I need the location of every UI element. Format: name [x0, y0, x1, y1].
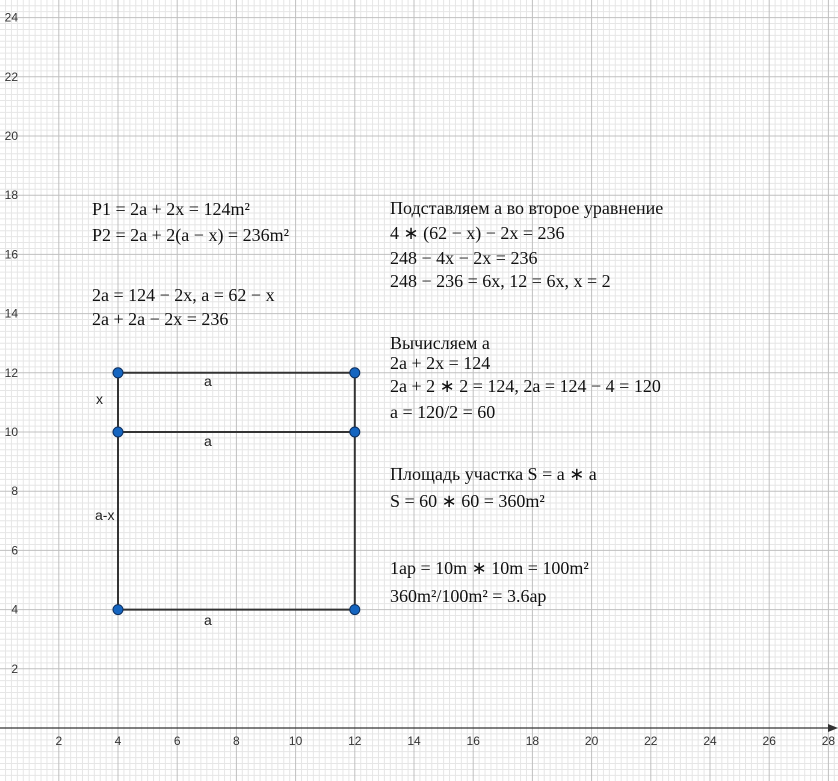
point-D[interactable] [350, 427, 360, 437]
x-axis-arrow-icon [828, 724, 838, 732]
note-p1[interactable]: P1 = 2a + 2x = 124m² [92, 199, 250, 219]
x-tick-label: 22 [644, 734, 658, 748]
note-sub3[interactable]: 248 − 236 = 6x, 12 = 6x, x = 2 [390, 271, 611, 291]
x-tick-label: 16 [466, 734, 480, 748]
x-tick-label: 26 [762, 734, 776, 748]
y-tick-label: 10 [4, 425, 18, 439]
note-sub-title[interactable]: Подставляем a во второе уравнение [390, 198, 664, 218]
y-tick-label: 18 [4, 188, 18, 203]
x-tick-label: 20 [584, 734, 599, 748]
y-tick-label: 12 [4, 365, 18, 380]
y-tick-label: 2 [11, 661, 18, 676]
point-F[interactable] [350, 605, 360, 615]
point-A[interactable] [113, 368, 123, 378]
y-tick-label: 20 [4, 129, 18, 143]
x-tick-label: 10 [288, 734, 303, 748]
note-sub2[interactable]: 248 − 4x − 2x = 236 [390, 248, 538, 268]
note-ar2[interactable]: 360m²/100m² = 3.6ар [390, 586, 547, 606]
y-tick-label: 4 [11, 602, 18, 617]
note-ar1[interactable]: 1ар = 10m ∗ 10m = 100m² [390, 558, 589, 578]
note-eq1[interactable]: 2a = 124 − 2x, a = 62 − x [92, 285, 275, 305]
label-bottom-a: a [204, 612, 212, 628]
x-tick-label: 12 [348, 734, 362, 748]
x-tick-label: 4 [114, 734, 122, 748]
y-tick-label: 24 [4, 10, 18, 25]
note-eq2[interactable]: 2a + 2a − 2x = 236 [92, 309, 229, 329]
note-calc3[interactable]: a = 120/2 = 60 [390, 402, 496, 422]
x-tick-label: 6 [173, 734, 181, 748]
label-side-x: x [96, 391, 103, 407]
point-C[interactable] [113, 427, 123, 437]
label-top-a: a [204, 373, 212, 389]
x-tick-label: 2 [55, 734, 63, 748]
note-area-title[interactable]: Площадь участка S = a ∗ a [390, 464, 597, 484]
x-tick-label: 24 [703, 734, 717, 748]
point-B[interactable] [350, 368, 360, 378]
note-calc-title[interactable]: Вычисляем a [390, 333, 490, 353]
note-sub1[interactable]: 4 ∗ (62 − x) − 2x = 236 [390, 223, 565, 243]
x-tick-label: 18 [525, 734, 540, 748]
x-tick-label: 14 [407, 734, 421, 748]
note-area1[interactable]: S = 60 ∗ 60 = 360m² [390, 491, 545, 511]
note-p2[interactable]: P2 = 2a + 2(a − x) = 236m² [92, 225, 289, 245]
label-side-ax: a-x [95, 507, 115, 523]
note-calc2[interactable]: 2a + 2 ∗ 2 = 124, 2a = 124 − 4 = 120 [390, 376, 661, 396]
y-tick-label: 14 [4, 306, 18, 321]
x-tick-label: 8 [233, 734, 240, 748]
y-tick-label: 6 [11, 543, 18, 558]
y-tick-label: 22 [4, 69, 18, 84]
label-middle-a: a [204, 433, 212, 449]
axes [0, 724, 838, 732]
note-calc1[interactable]: 2a + 2x = 124 [390, 353, 491, 373]
y-tick-label: 16 [4, 247, 18, 262]
point-E[interactable] [113, 605, 123, 615]
y-tick-label: 8 [11, 484, 18, 499]
x-tick-label: 28 [821, 734, 836, 748]
